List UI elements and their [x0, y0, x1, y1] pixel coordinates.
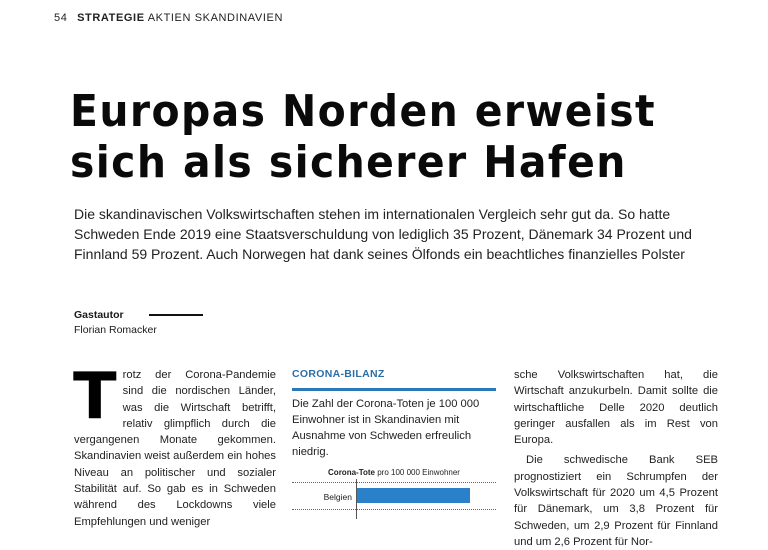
article-column-1 [73, 360, 276, 530]
box-text: Die Zahl der Corona-Toten je 100 000 Einwohner ist in Skandinavien mit Ausnahme von Schweden erfreulich niedrig. [292, 398, 480, 458]
running-head [54, 12, 283, 24]
chart-grid-line [292, 482, 496, 483]
bar-label-belgien: Belgien [323, 492, 352, 502]
corona-deaths-chart [292, 468, 496, 518]
author-block [74, 308, 203, 338]
chart-title-bold: Corona-Tote [328, 468, 375, 477]
page-number: 54 [54, 12, 68, 24]
drop-cap: T [73, 360, 117, 434]
chart-grid-line [292, 509, 496, 510]
author-name: Florian Romacker [74, 324, 157, 336]
column-3-paragraph-1: sche Volkswirtschaften hat, die Wirtschaft anzukurbeln. Damit sollte die wirtschaftliche Delle 2020 deutlich geringer ausfallen als im Rest von Europa. [514, 369, 718, 447]
column-1-text: rotz der Corona-Pandemie sind die nordischen Länder, was die Wirtschaft betrifft, relativ glimpflich durch die vergangenen Monate gekommen. Skandinavien weist außerdem ein hohes Niveau an politischer und sozialer Stabilität auf. So gab es in Schweden während des Lockdowns viele Empfehlungen und weniger [74, 369, 276, 528]
column-3-paragraph-2: Die schwedische Bank SEB prognostiziert ein Schrumpfen der Volkswirtschaft für 2020 um 4,5 Prozent für Dänemark, um 3,8 Prozent für Schweden, um 2,9 Prozent für Finnland und um 2,6 Prozent für Nor- [514, 454, 718, 548]
author-rule [149, 314, 203, 316]
topic-label: AKTIEN SKANDINAVIEN [147, 12, 283, 24]
headline: Europas Norden erweist sich als sicherer Hafen [70, 86, 656, 188]
article-column-3 [514, 367, 718, 550]
corona-bilanz-box [292, 368, 496, 518]
chart-title [292, 468, 496, 477]
lead-paragraph: Die skandinavischen Volkswirtschaften stehen im internationalen Vergleich sehr gut da. So hatte Schweden Ende 2019 eine Staatsverschuldung von lediglich 35 Prozent, Dänemark 34 Prozent und Finnland 59 Prozent. Auch Norwegen hat dank seines Ölfonds ein beachtliches finanzielles Polster [74, 206, 692, 262]
box-title: CORONA-BILANZ [292, 368, 385, 380]
box-rule [292, 388, 496, 391]
author-role: Gastautor [74, 309, 124, 321]
chart-title-rest: pro 100 000 Einwohner [377, 468, 460, 477]
section-label: STRATEGIE [77, 12, 145, 24]
bar-belgien [357, 488, 470, 503]
